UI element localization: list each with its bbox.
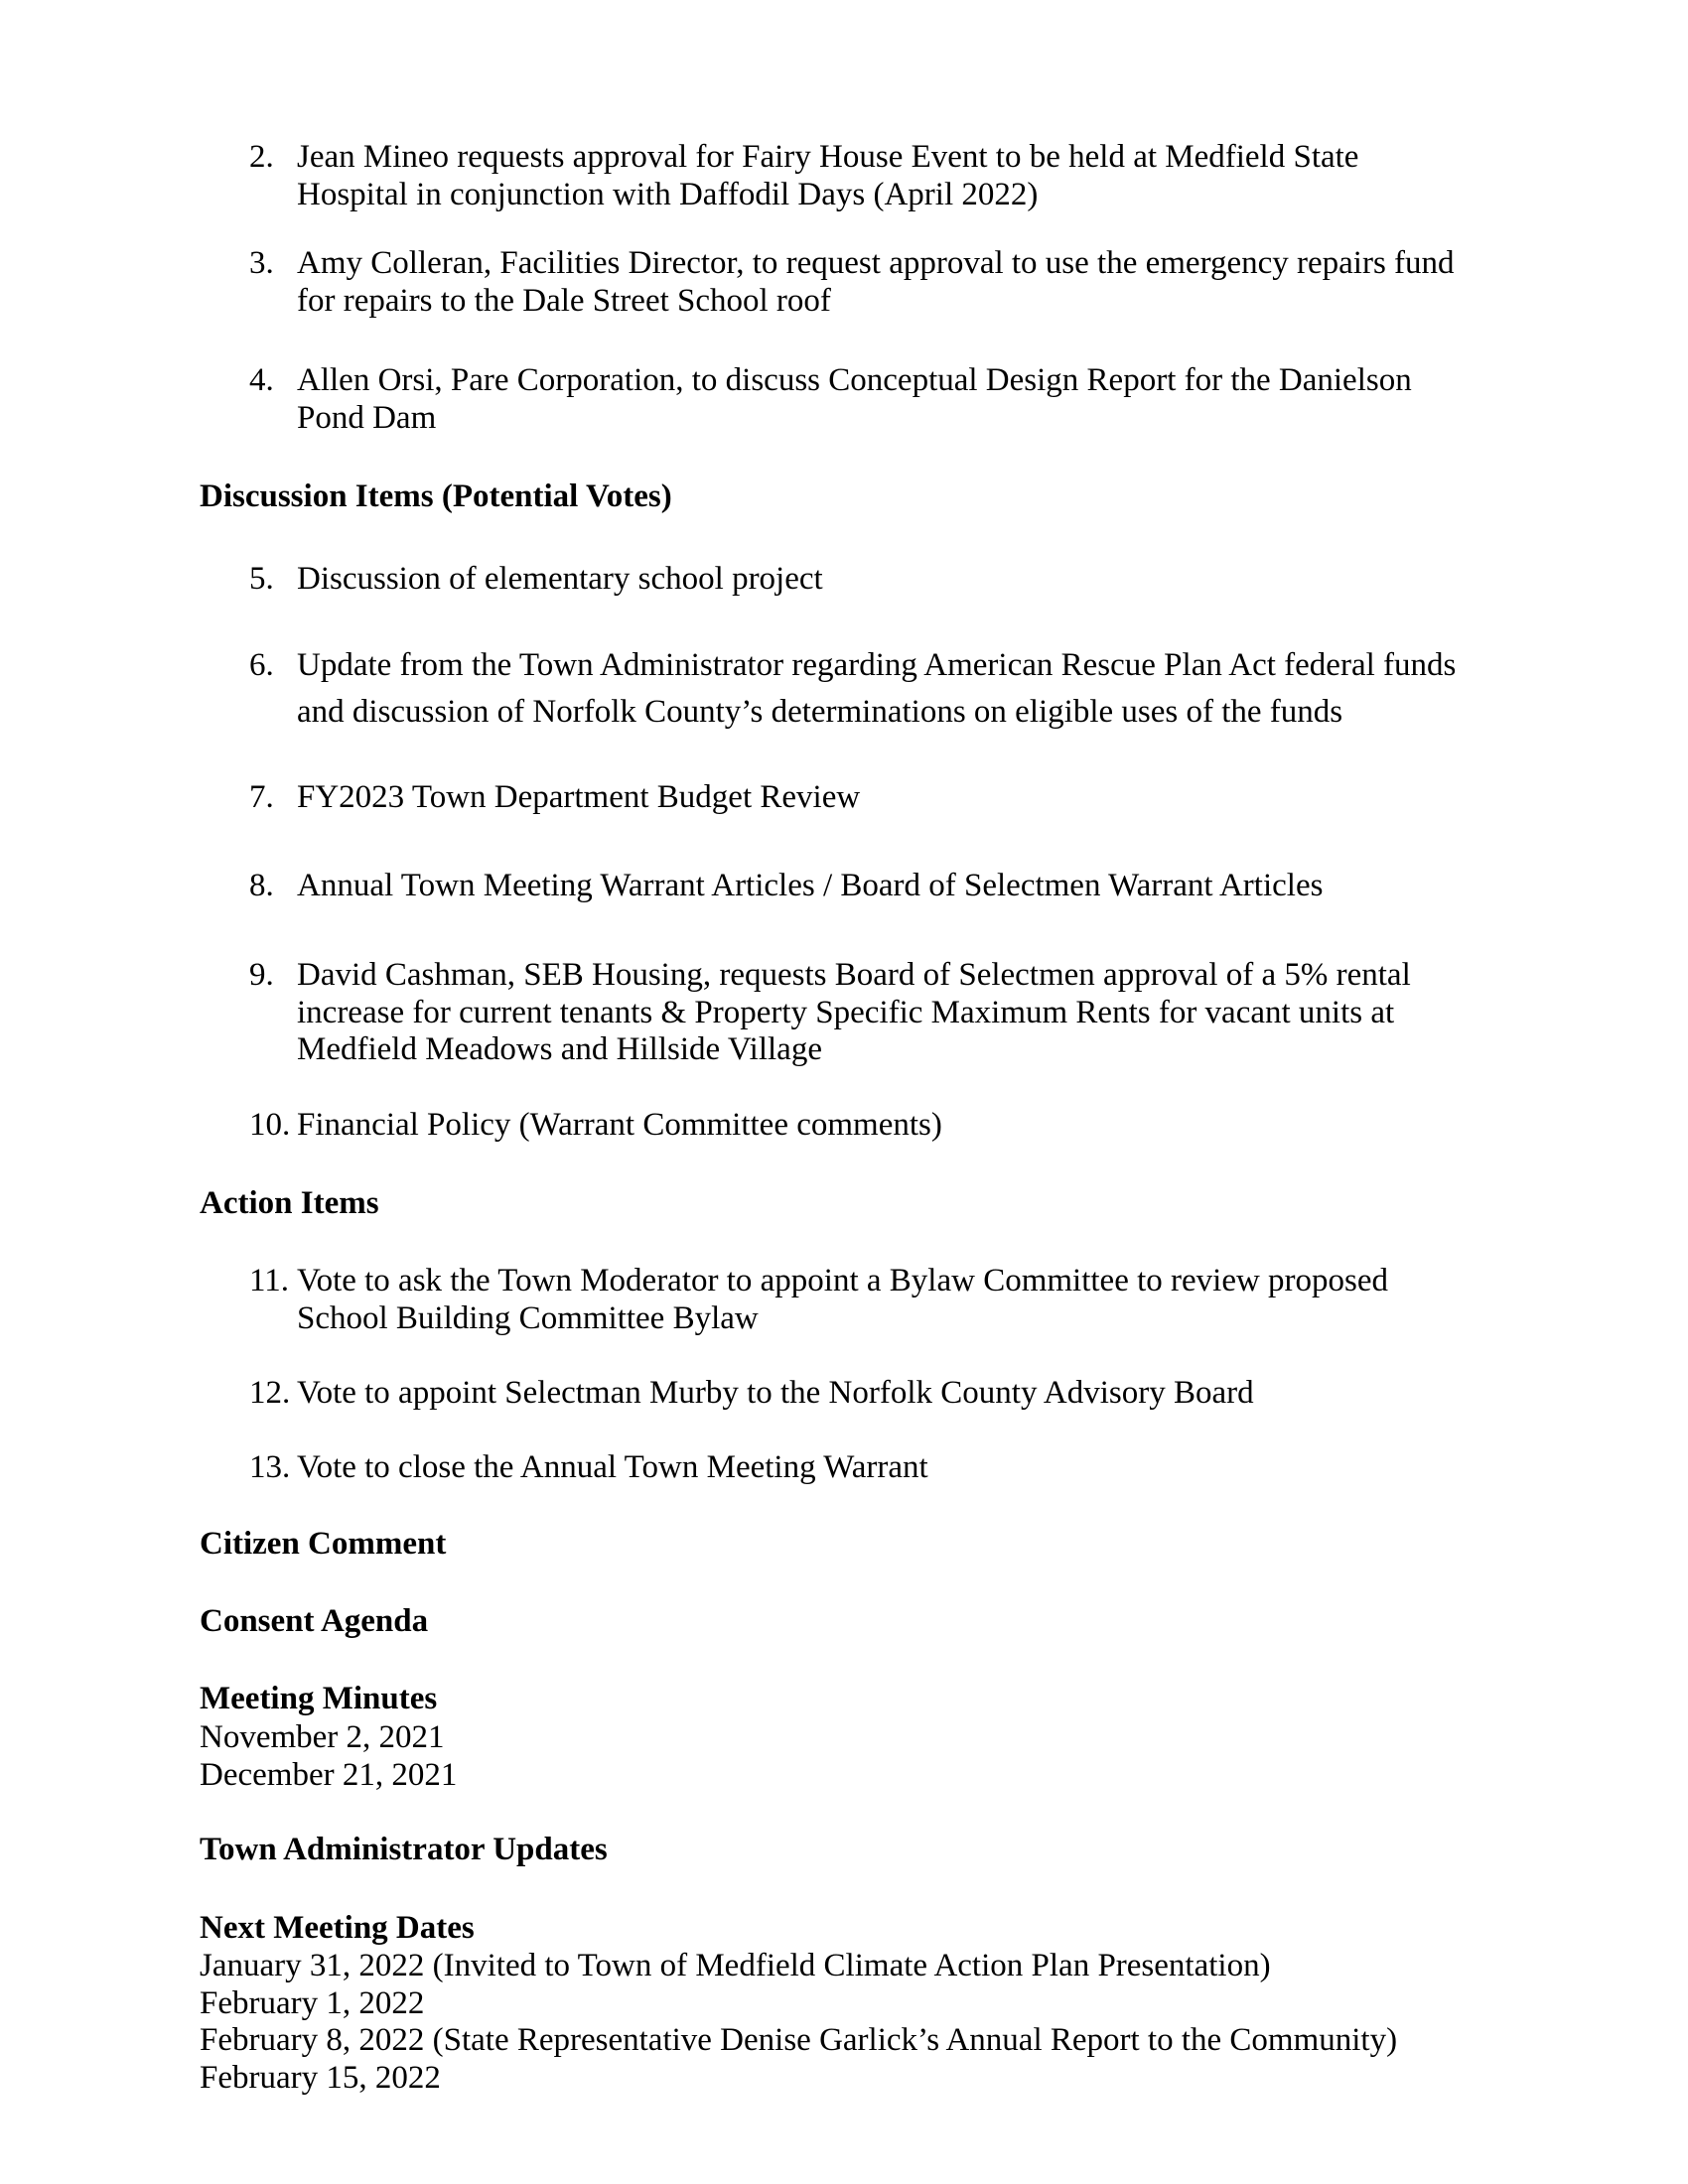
item-number: 7. [249,779,274,815]
item-number: 11. [249,1263,290,1298]
item-number: 10. [249,1107,291,1143]
agenda-item-line [249,647,1456,685]
agenda-item-line [249,1375,1254,1413]
section-heading-next-meeting-dates: Next Meeting Dates [200,1910,475,1946]
agenda-item-line [249,362,1412,400]
agenda-item-line [249,868,1323,905]
item-number: 8. [249,868,274,903]
meeting-minutes-date: December 21, 2021 [200,1757,458,1793]
item-number: 13. [249,1449,291,1485]
next-meeting-date: January 31, 2022 (Invited to Town of Medfield Climate Action Plan Presentation) [200,1947,1271,1983]
section-heading-discussion-items: Discussion Items (Potential Votes) [200,478,672,514]
item-text: Amy Colleran, Facilities Director, to request approval to use the emergency repairs fund [297,245,1455,281]
section-heading-action-items: Action Items [200,1185,379,1221]
section-heading-town-administrator-updates: Town Administrator Updates [200,1832,608,1867]
agenda-item-10 [249,1107,942,1145]
item-number: 2. [249,139,274,175]
item-number: 4. [249,362,274,398]
agenda-item-line: increase for current tenants & Property Specific Maximum Rents for vacant units at [297,994,1395,1030]
agenda-item-6 [249,647,1456,732]
item-text: David Cashman, SEB Housing, requests Board of Selectmen approval of a 5% rental [297,957,1411,993]
next-meeting-date: February 1, 2022 [200,1984,425,2021]
item-number: 6. [249,647,274,683]
item-text: Vote to close the Annual Town Meeting Warrant [297,1449,928,1485]
agenda-item-line: for repairs to the Dale Street School roof [297,282,831,319]
item-text: Annual Town Meeting Warrant Articles / Board of Selectmen Warrant Articles [297,868,1324,903]
meeting-minutes-section [200,1680,457,1795]
section-heading-citizen-comment: Citizen Comment [200,1526,447,1562]
item-text: Vote to appoint Selectman Murby to the Norfolk County Advisory Board [297,1375,1254,1411]
agenda-item-line [249,245,1455,283]
agenda-item-13 [249,1449,928,1487]
agenda-item-line [249,561,823,599]
meeting-minutes-date: November 2, 2021 [200,1718,445,1755]
agenda-item-line [249,1263,1388,1300]
item-text: Vote to ask the Town Moderator to appoint a Bylaw Committee to review proposed [297,1263,1389,1298]
agenda-item-line [249,1449,928,1487]
item-text: Jean Mineo requests approval for Fairy House Event to be held at Medfield State [297,139,1359,175]
next-meeting-dates-section [200,1910,1397,2098]
item-number: 3. [249,245,274,281]
agenda-item-11 [249,1263,1388,1337]
agenda-item-line: Pond Dam [297,399,437,436]
next-meeting-date: February 15, 2022 [200,2060,441,2097]
agenda-item-7 [249,779,860,817]
agenda-item-4 [249,362,1412,437]
agenda-item-3 [249,245,1455,320]
agenda-item-9 [249,957,1411,1069]
item-text: Discussion of elementary school project [297,561,823,597]
agenda-item-5 [249,561,823,599]
section-heading-consent-agenda: Consent Agenda [200,1603,429,1639]
agenda-item-line: Hospital in conjunction with Daffodil Days (April 2022) [297,176,1039,212]
item-text: Allen Orsi, Pare Corporation, to discuss Conceptual Design Report for the Danielson [297,362,1412,398]
item-text: Update from the Town Administrator regarding American Rescue Plan Act federal funds [297,647,1457,683]
agenda-item-line: Medfield Meadows and Hillside Village [297,1031,822,1067]
agenda-item-line: and discussion of Norfolk County’s determinations on eligible uses of the funds [297,694,1343,730]
agenda-item-line [249,139,1358,177]
agenda-item-line [249,1107,942,1145]
item-text: Financial Policy (Warrant Committee comments) [297,1107,942,1143]
agenda-item-12 [249,1375,1254,1413]
item-number: 5. [249,561,274,597]
next-meeting-date: February 8, 2022 (State Representative Denise Garlick’s Annual Report to the Community) [200,2022,1398,2059]
agenda-item-line: School Building Committee Bylaw [297,1299,759,1336]
agenda-item-8 [249,868,1323,905]
item-number: 9. [249,957,274,993]
agenda-item-line [249,779,860,817]
item-text: FY2023 Town Department Budget Review [297,779,861,815]
item-number: 12. [249,1375,291,1411]
section-heading-meeting-minutes: Meeting Minutes [200,1681,438,1716]
agenda-item-line [249,957,1411,995]
agenda-item-2 [249,139,1358,213]
